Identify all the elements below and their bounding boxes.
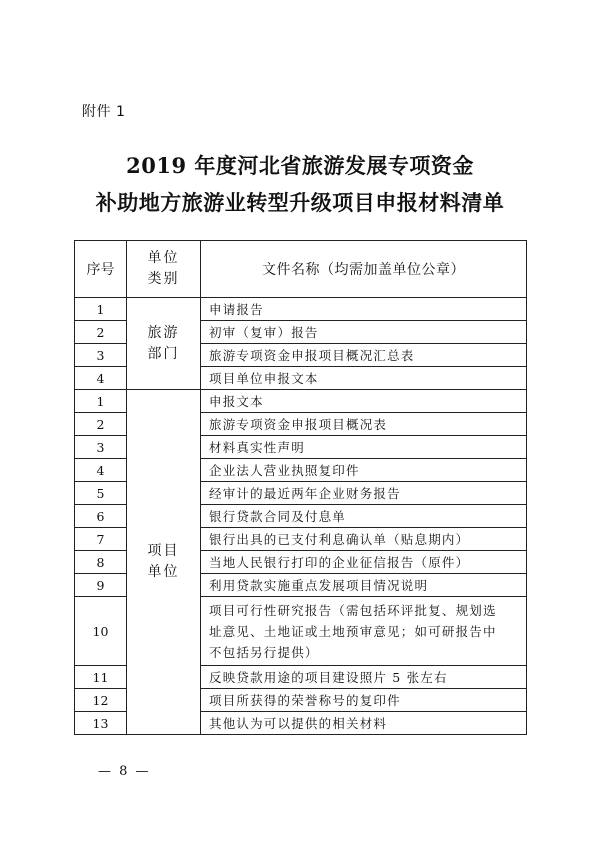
row-number: 4	[75, 459, 127, 482]
document-name: 当地人民银行打印的企业征信报告（原件）	[201, 551, 527, 574]
row-number: 12	[75, 689, 127, 712]
document-name-line-1: 项目可行性研究报告（需包括环评批复、规划选	[209, 602, 497, 618]
category-project-unit	[127, 390, 201, 735]
document-name: 企业法人营业执照复印件	[201, 459, 527, 482]
document-name: 申请报告	[201, 298, 527, 321]
row-number: 3	[75, 344, 127, 367]
header-unit-category	[127, 241, 201, 298]
document-name: 旅游专项资金申报项目概况汇总表	[201, 344, 527, 367]
row-number: 6	[75, 505, 127, 528]
document-name-line-2: 址意见、土地证或土地预审意见；如可研报告中	[209, 623, 497, 639]
row-number: 9	[75, 574, 127, 597]
document-name: 利用贷款实施重点发展项目情况说明	[201, 574, 527, 597]
document-name: 银行贷款合同及付息单	[201, 505, 527, 528]
table-header-row	[75, 241, 527, 298]
category-tourism-department	[127, 298, 201, 390]
document-title-line-1: 2019 年度河北省旅游发展专项资金	[126, 153, 474, 178]
row-number: 7	[75, 528, 127, 551]
document-name	[201, 597, 527, 666]
table-row	[75, 390, 527, 413]
document-name: 经审计的最近两年企业财务报告	[201, 482, 527, 505]
document-name: 旅游专项资金申报项目概况表	[201, 413, 527, 436]
row-number: 1	[75, 298, 127, 321]
row-number: 13	[75, 712, 127, 735]
table-row	[75, 298, 527, 321]
row-number: 11	[75, 666, 127, 689]
row-number: 10	[75, 597, 127, 666]
materials-table	[74, 240, 527, 735]
row-number: 8	[75, 551, 127, 574]
attachment-label: 附件 1	[82, 104, 126, 120]
document-name: 反映贷款用途的项目建设照片 5 张左右	[201, 666, 527, 689]
header-category-line-1: 单位	[147, 250, 180, 266]
category-line-2: 单位	[147, 564, 180, 580]
row-number: 2	[75, 413, 127, 436]
document-name-line-3: 不包括另行提供）	[209, 644, 319, 660]
header-document-name: 文件名称（均需加盖单位公章）	[201, 241, 527, 298]
row-number: 5	[75, 482, 127, 505]
document-title-line-2: 补助地方旅游业转型升级项目申报材料清单	[95, 190, 505, 215]
row-number: 2	[75, 321, 127, 344]
document-name: 初审（复审）报告	[201, 321, 527, 344]
row-number: 3	[75, 436, 127, 459]
document-name: 其他认为可以提供的相关材料	[201, 712, 527, 735]
document-name: 项目单位申报文本	[201, 367, 527, 390]
row-number: 4	[75, 367, 127, 390]
header-category-line-2: 类别	[147, 271, 180, 287]
document-name: 银行出具的已支付利息确认单（贴息期内）	[201, 528, 527, 551]
page-number: — 8 —	[98, 764, 151, 779]
row-number: 1	[75, 390, 127, 413]
header-serial-number: 序号	[75, 241, 127, 298]
category-line-2: 部门	[147, 345, 180, 362]
document-name: 申报文本	[201, 390, 527, 413]
document-name: 材料真实性声明	[201, 436, 527, 459]
document-name: 项目所获得的荣誉称号的复印件	[201, 689, 527, 712]
category-line-1: 旅游	[147, 324, 180, 341]
category-line-1: 项目	[147, 543, 180, 559]
